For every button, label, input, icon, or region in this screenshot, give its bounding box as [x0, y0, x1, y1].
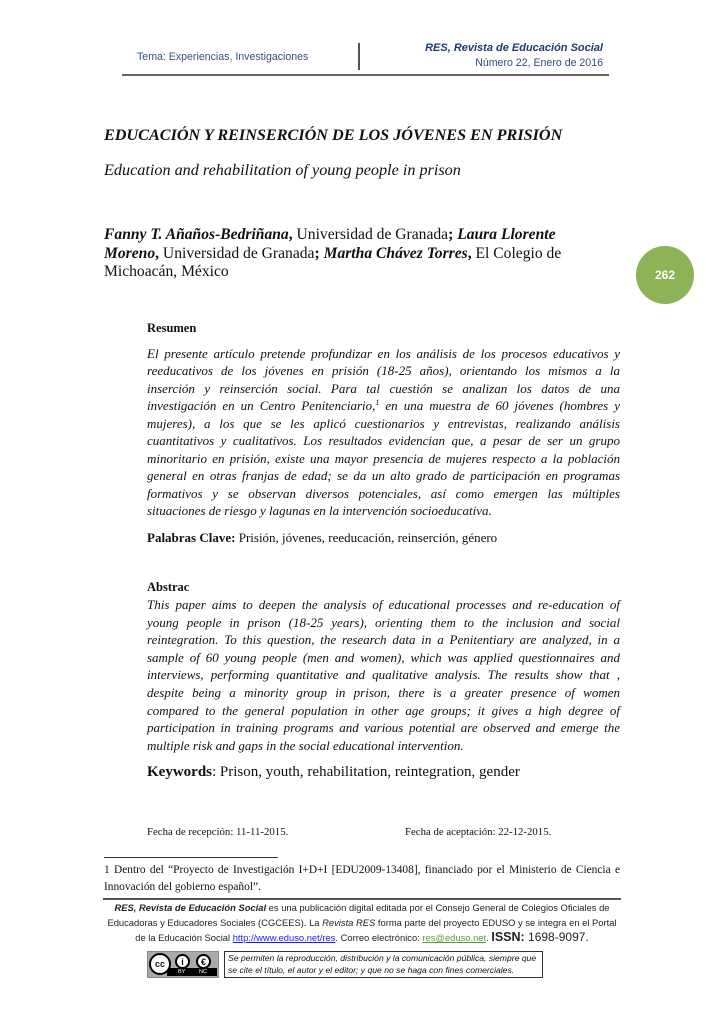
publisher-footer — [103, 901, 621, 946]
text-line: general en otras franjas de edad; se da un alto grado de participación en programas — [147, 468, 620, 484]
footer-line — [103, 901, 621, 916]
footnote-line: Innovación del gobierno español”. — [104, 881, 261, 893]
palabras-clave-label: Palabras Clave: — [147, 530, 236, 545]
text-line: young people in prison (18-25 years), orienting them to the inclusion and social — [147, 614, 620, 630]
author-name: Laura Llorente — [457, 226, 556, 243]
footnote — [104, 862, 620, 896]
keywords-label: Keywords — [147, 764, 212, 780]
text-line: participation in training programs and various potential are observed and emerge the — [147, 720, 620, 736]
header-issue: Número 22, Enero de 2016 — [475, 57, 603, 69]
article-title: EDUCACIÓN Y REINSERCIÓN DE LOS JÓVENES EN PRISIÓN — [104, 126, 563, 144]
attribution-icon: i — [175, 954, 190, 969]
noncommercial-icon: € — [196, 954, 211, 969]
resumen-text — [147, 345, 620, 520]
abstract-text — [147, 596, 620, 754]
header-topic: Tema: Experiencias, Investigaciones — [137, 51, 309, 63]
footer-rule — [103, 898, 621, 900]
separator: , — [155, 244, 160, 262]
footer-line — [103, 916, 621, 931]
page-number-badge: 262 — [636, 246, 694, 304]
footer-text: . Correo electrónico: — [335, 932, 423, 943]
text-line: reintegration. To this question, the research data in a Penitentiary are analyzed, in a — [147, 632, 620, 648]
separator: ; — [314, 244, 324, 262]
author-affiliation: Michoacán, México — [104, 263, 229, 281]
header-rule — [122, 74, 609, 76]
footer-journal-short: Revista RES — [322, 916, 376, 928]
footer-text: de la Educación Social — [135, 932, 233, 943]
keywords — [147, 762, 520, 782]
footer-text: Educadoras y Educadores Sociales (CGCEES). La — [107, 916, 323, 928]
author-name: Fanny T. Añaños-Bedriñana — [104, 226, 289, 243]
header-divider — [358, 43, 360, 70]
text-segment: en una muestra de 60 jóvenes (hombres y — [379, 398, 620, 414]
text-line: El presente artículo pretende profundizar en los análisis de los procesos educativos y — [147, 346, 620, 361]
text-line: compared to the general population in other age groups; it gives a high degree of — [147, 702, 620, 718]
resumen-heading: Resumen — [147, 321, 197, 335]
license-line: Se permiten la reproducción, distribución y la comunicación pública, siempre que — [228, 953, 537, 963]
text-line: interviews, performing quantitative and qualitative analysis. The results show that , — [147, 667, 620, 683]
text-line: reeducativos de los jóvenes en prisión (18-25 años), orientando los mismos a la — [147, 363, 620, 379]
footer-text: . — [486, 932, 492, 943]
by-label: BY — [178, 969, 186, 975]
text-line: minoritario en prisión, existe una mayor presencia de mujeres respecto a la población — [147, 450, 620, 466]
text-line: formativos y se observan diversos potenciales, así como emergen las múltiples — [147, 485, 620, 501]
text-line: cuantitativos y cualitativos. Los resultados evidencian que, a pesar de ser un grupo — [147, 433, 620, 449]
abstract-heading: Abstrac — [147, 580, 190, 594]
text-line: inserción y reinserción social. Para tal cuestión se analizan los datos de una — [147, 380, 620, 396]
separator: , — [467, 244, 472, 262]
creative-commons-badge — [147, 951, 219, 978]
header-journal-name: RES, Revista de Educación Social — [425, 42, 603, 54]
text-segment: investigación en un Centro Penitenciario, — [147, 398, 376, 414]
article-subtitle: Education and rehabilitation of young people in prison — [104, 161, 461, 179]
email-link[interactable]: res@eduso.net — [422, 932, 487, 943]
journal-url-link[interactable]: http://www.eduso.net/res — [232, 932, 336, 943]
footer-text: es una publicación digital editada por el Consejo General de Colegios Oficiales de — [266, 902, 610, 913]
footer-text: forma parte del proyecto EDUSO y se integra en el Portal — [375, 916, 617, 928]
license-line: se cite el título, el autor y el editor; y que no se haga con fines comerciales. — [228, 964, 515, 975]
nc-label: NC — [199, 969, 207, 975]
authors-line — [104, 245, 561, 264]
issn-value: 1698-9097. — [524, 930, 589, 944]
author-affiliation: Universidad de Granada — [292, 226, 449, 243]
footer-line — [103, 930, 621, 946]
separator: ; — [448, 226, 458, 243]
issn-label: ISSN: — [491, 930, 525, 944]
accepted-date: Fecha de aceptación: 22-12-2015. — [405, 826, 552, 838]
text-line: mujeres), a los que se les aplicó cuestionarios y entrevistas, realizando análisis — [147, 415, 620, 431]
footnote-line: 1 Dentro del “Proyecto de Investigación I+D+I [EDU2009-13408], financiado por el Ministerio de Ciencia e — [104, 864, 620, 876]
text-line — [147, 397, 620, 414]
cc-icon: cc — [149, 953, 171, 975]
authors-line — [104, 263, 561, 282]
palabras-clave — [147, 529, 497, 547]
badge-strip — [167, 968, 217, 976]
license-notice — [224, 951, 543, 978]
authors-line — [104, 226, 561, 245]
text-line: sample of 60 young people (men and women), which was applied questionnaires and — [147, 649, 620, 665]
keywords-values: : Prison, youth, rehabilitation, reintegration, gender — [212, 764, 520, 780]
text-line: multiple risk and gaps in the social educational intervention. — [147, 737, 464, 753]
authors-block — [104, 226, 561, 282]
footer-journal-name: RES, Revista de Educación Social — [114, 902, 267, 913]
author-affiliation: El Colegio de — [471, 244, 562, 262]
footnote-rule — [104, 857, 278, 858]
author-name: Moreno — [104, 244, 156, 262]
author-affiliation: Universidad de Granada — [159, 244, 315, 262]
separator: , — [288, 226, 293, 243]
received-date: Fecha de recepción: 11-11-2015. — [147, 826, 289, 838]
text-line: despite being a minority group in prison, there is a greater presence of women — [147, 684, 620, 700]
text-line: situaciones de riesgo y lagunas en la intervención socioeducativa. — [147, 503, 492, 519]
text-line: This paper aims to deepen the analysis of educational processes and re-education of — [147, 597, 620, 612]
footnote-ref[interactable]: 1 — [375, 398, 380, 408]
palabras-clave-values: Prisión, jóvenes, reeducación, reinserción, género — [235, 530, 498, 545]
author-name: Martha Chávez Torres — [323, 244, 468, 262]
